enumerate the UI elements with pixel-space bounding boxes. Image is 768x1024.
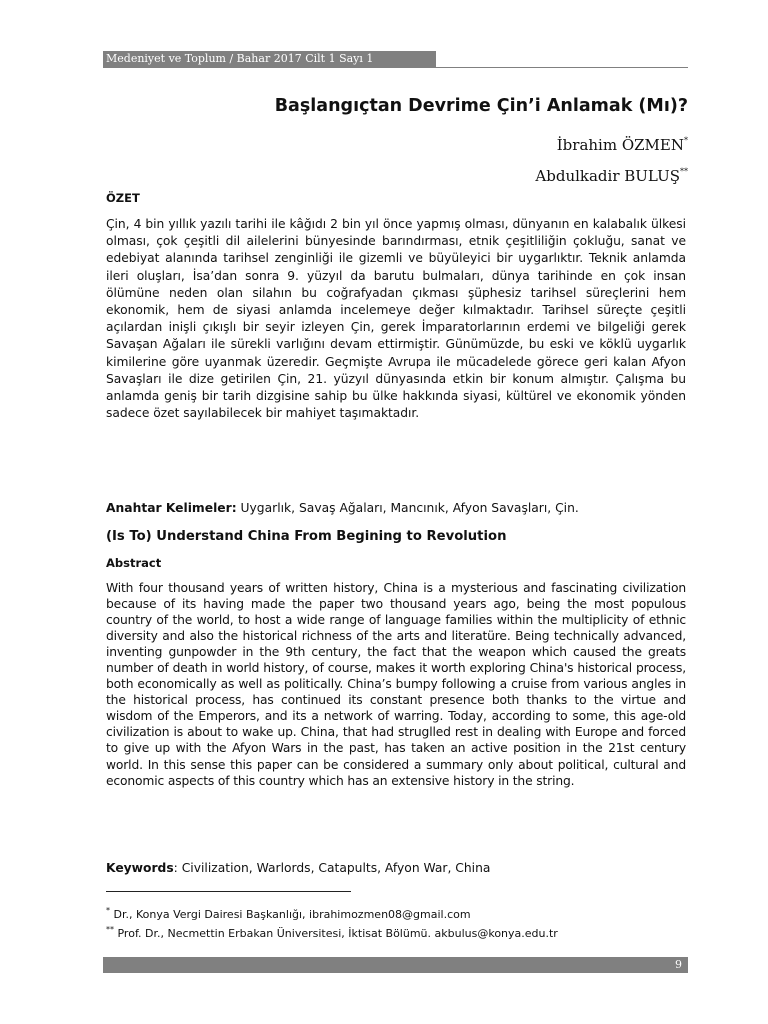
footer-bar (103, 957, 688, 973)
english-keywords-list: : Civilization, Warlords, Catapults, Afyon War, China (173, 861, 491, 875)
turkish-keywords-label: Anahtar Kelimeler: (106, 501, 237, 515)
article-title: Başlangıçtan Devrime Çin’i Anlamak (Mı)? (274, 96, 688, 116)
footnote-1-text: Dr., Konya Vergi Dairesi Başkanlığı, ibrahimozmen08@gmail.com (110, 908, 471, 921)
page-number: 9 (675, 958, 682, 971)
turkish-keywords-list: Uygarlık, Savaş Ağaları, Mancınık, Afyon Savaşları, Çin. (236, 501, 579, 515)
english-keywords-label: Keywords (106, 861, 174, 875)
turkish-keywords (106, 500, 686, 517)
author-2-footnote-mark: ** (680, 167, 688, 176)
author-2 (103, 162, 688, 186)
footnote-1 (106, 904, 471, 922)
author-1 (103, 131, 688, 155)
footnote-1-mark: * (106, 906, 110, 915)
ozet-heading: ÖZET (106, 191, 140, 205)
author-1-name: İbrahim ÖZMEN (556, 136, 684, 154)
abstract-heading: Abstract (106, 556, 162, 570)
footnote-2-text: Prof. Dr., Necmettin Erbakan Üniversitesi, İktisat Bölümü. akbulus@konya.edu.tr (114, 927, 558, 940)
english-keywords (106, 860, 686, 877)
author-1-footnote-mark: * (684, 136, 688, 145)
english-title: (Is To) Understand China From Begining to Revolution (106, 529, 507, 544)
footnote-rule (106, 891, 351, 892)
journal-header-text: Medeniyet ve Toplum / Bahar 2017 Cilt 1 Sayı 1 (106, 52, 374, 65)
ozet-paragraph: Çin, 4 bin yıllık yazılı tarihi ile kâğıdı 2 bin yıl önce yapmış olması, dünyanın en kalabalık ülkesi olması, çok çeşitli dil ailelerini bünyesinde barındırması, etnik çeşitliliğin çokluğu, sanat ve edebiyat alanında tarihsel zenginliği ile gizemli ve büyüleyici bir uygarlıktır. Teknik anlamda ileri oluşları, İsa’dan sonra 9. yüzyıl da barutu bulmaları, dünya tarihinde en çok insan ölümüne neden olan silahın bu coğrafyadan çıkması şüphesiz tarihsel süreçlerini hem ekonomik, hem de siyasi anlamda incelemeye değer kılmaktadır. Tarihsel süreçte çeşitli açılardan inişli çıkışlı bir seyir izleyen Çin, gerek İmparatorlarının erdemi ve bilgeliği gerek Savaşan Ağaları ile sürekli varlığını devam ettirmiştir. Günümüzde, bu eski ve köklü uygarlık kimilerine göre uyanmak üzeredir. Geçmişte Avrupa ile mücadelede görece geri kalan Afyon Savaşları ile dize getirilen Çin, 21. yüzyıl dünyasında etkin bir konum almıştır. Çalışma bu anlamda geniş bir tarih dizgisine sahip bu ülke hakkında siyasi, kültürel ve ekonomik yönden sadece özet sayılabilecek bir mahiyet taşımaktadır. (106, 217, 686, 421)
author-2-name: Abdulkadir BULUŞ (535, 167, 680, 185)
header-rule (103, 67, 688, 68)
footnote-2-mark: ** (106, 925, 114, 934)
footnote-2 (106, 923, 558, 941)
abstract-paragraph: With four thousand years of written history, China is a mysterious and fascinating civilization because of its having made the paper two thousand years ago, being the most populous country of the world, to host a wide range of language families within the multiplicity of ethnic diversity and also the historical richness of the arts and literatüre. Being technically advanced, inventing gunpowder in the 9th century, the fact that the weapon which caused the greats number of death in world history, of course, makes it worth exploring China's historical process, both economically as well as politically. China’s bumpy following a cruise from various angles in the historical process, has continued its constant presence both thanks to the virtue and wisdom of the Emperors, and its a network of warring. Today, according to some, this age-old civilization is about to wake up. China, that had struglled rest in dealing with Europe and forced to give up with the Afyon Wars in the past, has taken an active position in the 21st century world. In this sense this paper can be considered a summary only about political, cultural and economic aspects of this country which has an extensive history in the string. (106, 581, 686, 788)
